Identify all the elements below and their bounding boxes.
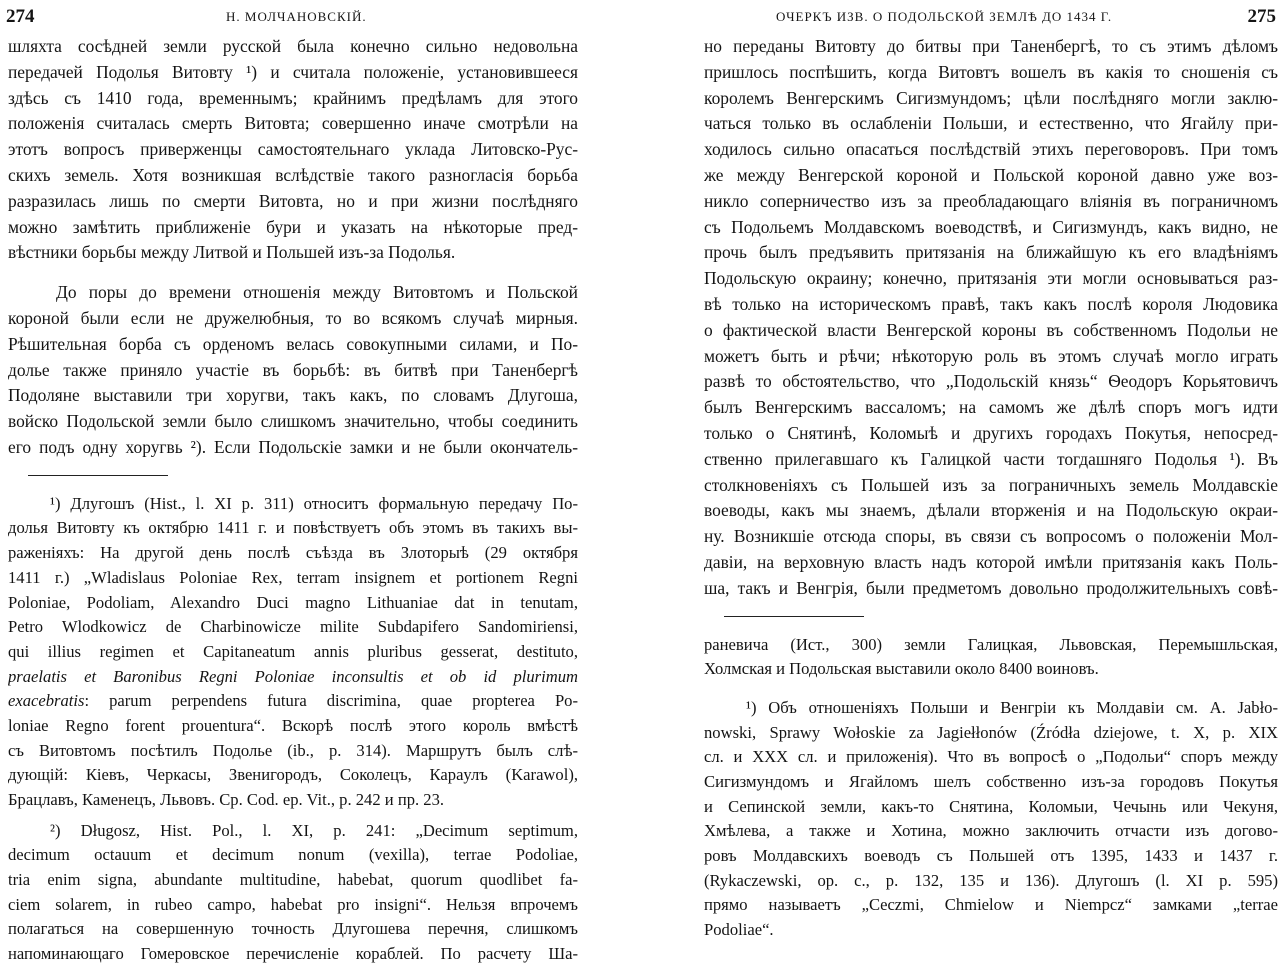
text-line: Брацлавъ, Каменецъ, Львовъ. Ср. Cod. ep. Vit., p. 242 и пр. 23. bbox=[8, 790, 445, 809]
text-line: (Rykaczewski, op. c., p. 132, 135 и 136). Длугошъ (l. XI p. 595) bbox=[704, 870, 1278, 890]
text-line: ну. Возникшіе отсюда споры, въ связи съ вопросомъ о положеніи Мол- bbox=[704, 526, 1278, 547]
text-line: ственно прилегавшаго къ Галицкой части тогдашняго Подолья ¹). Въ bbox=[704, 448, 1278, 469]
text-line: раженіяхъ: На другой день послѣ съѣзда въ Злоторыѣ (29 октября bbox=[8, 543, 578, 563]
text-line: ²) Długosz, Hist. Pol., l. XI, p. 241: „Decimum septimum, bbox=[50, 820, 578, 840]
text-line: долье также приняло участіе въ борьбѣ: въ битвѣ при Таненбергѣ bbox=[8, 359, 578, 380]
text-line: Petro Wlodkowicz de Charbinowicze milite Subdapifero Sandomiriensi, bbox=[8, 617, 578, 637]
text-line: вѣстники борьбы между Литвой и Польшей изъ-за Подолья. bbox=[8, 242, 456, 263]
text-line: ша, такъ и Венгрія, были предметомъ довольно продолжительныхъ совѣ- bbox=[704, 577, 1278, 598]
text-line: вѣ только на историческомъ правѣ, такъ какъ послѣ короля Людовика bbox=[704, 293, 1278, 314]
text-line: 1411 г.) „Wladislaus Poloniae Rex, terram insignem et portionem Regni bbox=[8, 567, 578, 587]
text-line: nowski, Sprawy Wołoskie za Jagiełłonów (Źródła dziejowe, t. X, p. XIX bbox=[704, 722, 1278, 742]
text-line: Хмѣлева, а также и Хотина, можно заключить отчасти изъ догово- bbox=[704, 821, 1278, 841]
text-line: Холмская и Подольская выставили около 8400 воиновъ. bbox=[704, 659, 1099, 679]
text-line: положенія считалась смерть Витовта; совершенно иначе смотрѣли на bbox=[8, 113, 578, 134]
text-line: только о Снятинѣ, Коломыѣ и другихъ городахъ Покутья, непосред- bbox=[704, 422, 1278, 443]
text-line: съ Подольемъ Молдавскомъ воеводствѣ, и Сигизмундъ, какъ видно, не bbox=[704, 216, 1278, 237]
page-number: 274 bbox=[6, 6, 35, 27]
text-line: скихъ земель. Хотя возникшая вслѣдствіе такого разногласія борьба bbox=[8, 164, 578, 185]
text-line: ciem solarem, in rubeo campo, habebat pro insigni“. Нельзя впрочемъ bbox=[8, 894, 578, 914]
text-line: о фактической власти Венгерской короны въ собственномъ Подольи не bbox=[704, 319, 1278, 340]
text-line: чаться только въ ослабленіи Польши, и естественно, что Ягайлу при- bbox=[704, 113, 1278, 134]
text-line: раневича (Ист., 300) земли Галицкая, Львовская, Перемышльская, bbox=[704, 634, 1278, 654]
text-line: напоминающаго Гомеровское перечисленіе кораблей. По расчету Ша- bbox=[8, 944, 578, 964]
text-column bbox=[8, 34, 578, 964]
text-line: давіи, на верховную власть надъ которой имѣли притязанія какъ Поль- bbox=[704, 551, 1278, 572]
spacer bbox=[704, 682, 1278, 696]
running-head: ОЧЕРКЪ ИЗВ. О ПОДОЛЬСКОЙ ЗЕМЛѢ ДО 1434 Г. bbox=[776, 9, 1113, 24]
italic-run: exacebratis bbox=[8, 691, 85, 711]
page-header bbox=[706, 4, 1276, 30]
text-line: же между Венгерской короной и Польской короной давно уже воз- bbox=[704, 164, 1278, 185]
text-line: этотъ вопросъ приверженцы самостоятельнаго уклада Литовско-Рус- bbox=[8, 139, 578, 160]
text-line: qui illius regimen et Capitaneatum annis pluribus gesserat, destituto, bbox=[8, 641, 578, 661]
left-page bbox=[0, 0, 640, 964]
text-line: пришлось поспѣшить, когда Витовтъ вошелъ въ какія то сношенія съ bbox=[704, 61, 1278, 82]
page-number: 275 bbox=[1247, 6, 1276, 27]
text-line: ходилось сильно опасаться послѣдствій этихъ переговоровъ. При томъ bbox=[704, 139, 1278, 160]
footnote-continuation bbox=[704, 633, 1278, 682]
text-line: loniae Regno forent prouentura“. Вскорѣ послѣ этого король вмѣстѣ bbox=[8, 715, 578, 735]
text-line: полагаться на совершенную точность Длугошева перечня, слишкомъ bbox=[8, 919, 578, 939]
text-line: decimum octauum et decimum nonum (vexilla), terrae Podoliae, bbox=[8, 845, 578, 865]
text-line: ¹) Объ отношеніяхъ Польши и Венгріи къ Молдавіи см. А. Jabło- bbox=[746, 697, 1278, 717]
text-line: долья Витовту къ октябрю 1411 г. и повѣствуетъ объ этомъ въ такихъ вы- bbox=[8, 518, 578, 538]
text-line: но переданы Витовту до битвы при Таненбергѣ, то съ этимъ дѣломъ bbox=[704, 36, 1278, 56]
text-line: войско Подольской земли было слишкомъ значительно, чтобы соединить bbox=[8, 411, 578, 432]
body-text bbox=[704, 34, 1278, 602]
text-line: здѣсь съ 1410 года, временнымъ; крайнимъ предѣламъ для этого bbox=[8, 87, 578, 108]
text-line: ¹) Длугошъ (Hist., l. XI p. 311) относитъ формальную передачу По- bbox=[50, 493, 578, 513]
footnote-rule bbox=[28, 475, 168, 476]
text-line: можно замѣтить приближеніе бури и указать на нѣкоторые пред- bbox=[8, 216, 578, 237]
text-line: exacebratis: parum perpendens futura discrimina, quae propterea Po- bbox=[8, 691, 578, 711]
text-line: его подъ одну хоругвь ²). Если Подольскіе замки и не были окончатель- bbox=[8, 436, 578, 457]
text-line: прочь былъ предъявить притязанія на ближайшую къ его владѣніямъ bbox=[704, 242, 1278, 263]
text-line: никло соперничество изъ за преобладающаго вліянія въ пограничномъ bbox=[704, 190, 1278, 211]
footnote-rule bbox=[724, 616, 864, 617]
text-line: и Сепинской земли, какъ-то Снятина, Коломыи, Чечынь или Чекуня, bbox=[704, 796, 1278, 816]
text-line: передачей Подолья Витовту ¹) и считала положеніе, установившееся bbox=[8, 61, 578, 82]
text-line: короной были если не дружелюбныя, то во всякомъ случаѣ мирныя. bbox=[8, 307, 578, 328]
text-line: ровъ Молдавскихъ воеводъ съ Польшей отъ 1395, 1433 и 1437 г. bbox=[704, 846, 1278, 866]
text-line: Poloniae, Podoliam, Alexandro Duci magno Lithuaniae dat in tenutam, bbox=[8, 592, 578, 612]
text-line: Подоляне выставили три хоругви, такъ какъ, по словамъ Длугоша, bbox=[8, 385, 578, 406]
paragraph-gap bbox=[8, 266, 578, 280]
text-line: Подольскую окраину; конечно, притязанія эти могли основываться раз- bbox=[704, 268, 1278, 289]
text-line: шляхта сосѣдней земли русской была конечно сильно недовольна bbox=[8, 36, 578, 56]
text-line: былъ Венгерскимъ вассаломъ; на самомъ же дѣлѣ споръ могъ идти bbox=[704, 397, 1278, 418]
text-line: можетъ быть и рѣчи; нѣкоторую роль въ этомъ случаѣ могло играть bbox=[704, 345, 1278, 366]
body-text bbox=[8, 34, 578, 461]
text-line: разразилась лишь по смерти Витовта, но и при жизни послѣдняго bbox=[8, 190, 578, 211]
text-line: дующій: Кіевъ, Черкасы, Звенигородъ, Соколецъ, Карaулъ (Karawol), bbox=[8, 765, 578, 785]
text-line: Podoliae“. bbox=[704, 920, 774, 940]
footnotes bbox=[8, 492, 578, 967]
text-line: praelatis et Baronibus Regni Poloniae inconsultis et ob id plurimum bbox=[8, 666, 578, 686]
text-line: tria enim signa, abundante multitudine, habebat, quorum quodlibet fa- bbox=[8, 870, 578, 890]
footnotes bbox=[704, 696, 1278, 943]
text-line: съ Витовтомъ посѣтилъ Подолье (ib., p. 314). Маршрутъ былъ слѣ- bbox=[8, 740, 578, 760]
text-line: прямо называетъ „Ceczmi, Chmielow и Niempcz“ замками „terrae bbox=[704, 895, 1278, 915]
text-line: До поры до времени отношенія между Витовтомъ и Польской bbox=[56, 282, 578, 303]
text-column bbox=[704, 34, 1278, 960]
text-line: сл. и XXX сл. и приложенія). Что въ вопросѣ о „Подольи“ споръ между bbox=[704, 747, 1278, 767]
right-page bbox=[640, 0, 1280, 960]
text-line: Рѣшительная борба съ орденомъ велась совокупными силами, и По- bbox=[8, 333, 578, 354]
text-line: воеводы, какъ мы знаемъ, дѣлали вторженія и на Подольскую окраи- bbox=[704, 500, 1278, 521]
text-line: королемъ Венгерскимъ Сигизмундомъ; цѣли послѣдняго могли заклю- bbox=[704, 87, 1278, 108]
running-head: Н. МОЛЧАНОВСКІЙ. bbox=[226, 9, 367, 24]
page-header bbox=[6, 4, 576, 30]
text-line: Сигизмундомъ и Ягайломъ шелъ собственно изъ-за городовъ Покутья bbox=[704, 771, 1278, 791]
text-line: развѣ то обстоятельство, что „Подольскій князь“ Ѳеодоръ Корьятовичъ bbox=[704, 371, 1278, 392]
text-line: столкновеніяхъ съ Польшей изъ за пограничныхъ земель Молдавскіе bbox=[704, 474, 1278, 495]
